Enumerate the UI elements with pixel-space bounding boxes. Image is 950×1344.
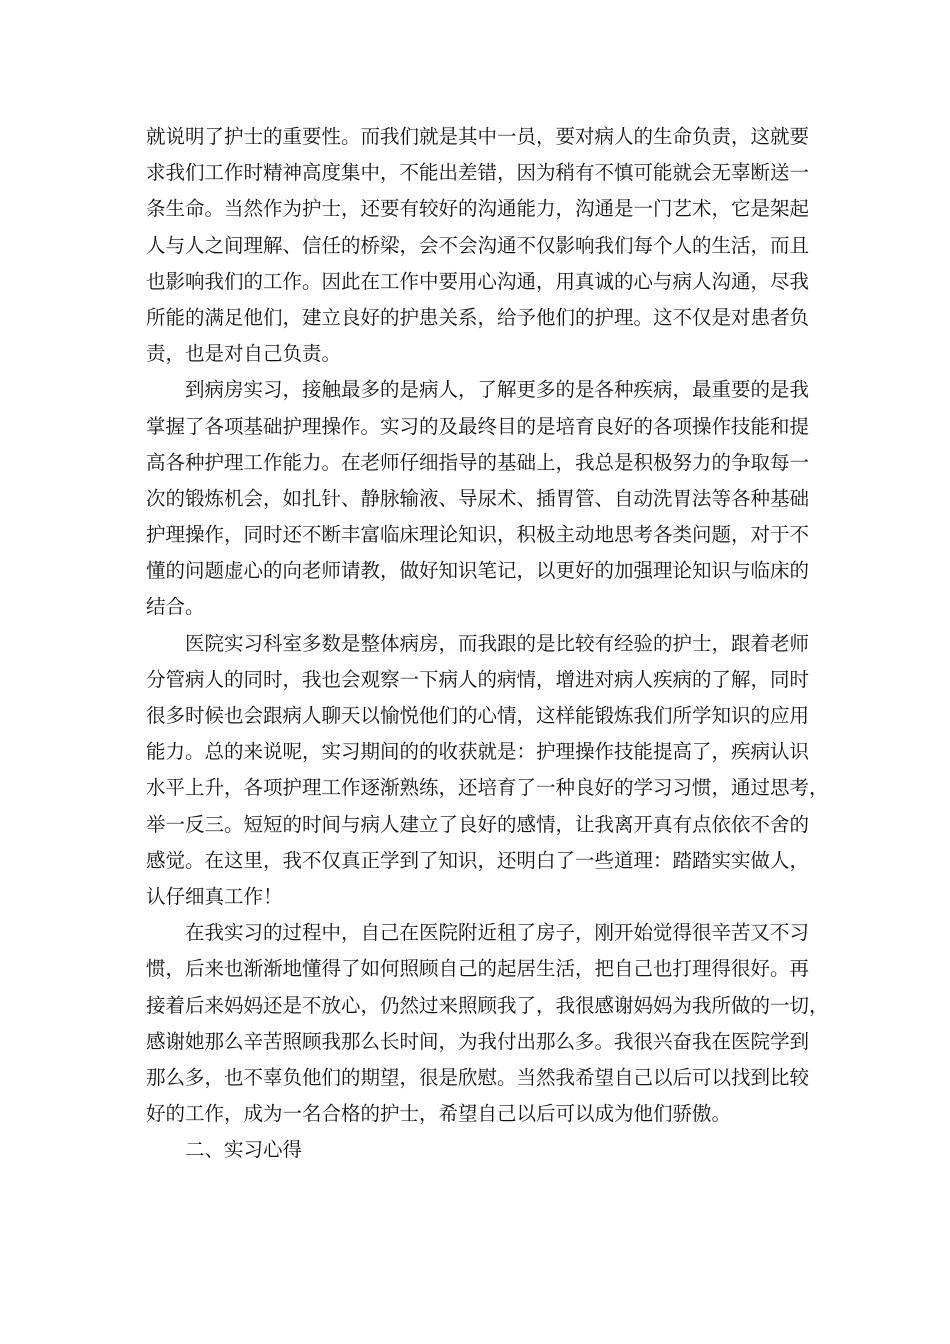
text-line: 好的工作，成为一名合格的护士，希望自己以后可以成为他们骄傲。 (146, 1102, 732, 1126)
text-line: 感觉。在这里，我不仅真正学到了知识，还明白了一些道理：踏踏实实做人， (146, 848, 810, 872)
text-line: 就说明了护士的重要性。而我们就是其中一员，要对病人的生命负责，这就要 (146, 125, 810, 148)
text-line: 掌握了各项基础护理操作。实习的及最终目的是培育良好的各项操作技能和提 (146, 414, 810, 438)
text-line: 认仔细真工作！ (146, 884, 283, 908)
text-line: 惯，后来也渐渐地懂得了如何照顾自己的起居生活，把自己也打理得很好。再 (146, 957, 810, 981)
text-line: 结合。 (146, 595, 205, 619)
text-line: 所能的满足他们，建立良好的护患关系，给予他们的护理。这不仅是对患者负 (146, 305, 810, 329)
document-body (146, 119, 829, 1168)
text-line: 求我们工作时精神高度集中，不能出差错，因为稍有不慎可能就会无辜断送一 (146, 161, 810, 185)
text-line: 到病房实习，接触最多的是病人，了解更多的是各种疾病，最重要的是我 (185, 378, 810, 402)
paragraph (146, 626, 829, 916)
section-heading (146, 1132, 806, 1168)
text-line: 医院实习科室多数是整体病房，而我跟的是比较有经验的护士，跟着老师 (185, 631, 810, 655)
text-line: 也影响我们的工作。因此在工作中要用心沟通，用真诚的心与病人沟通，尽我 (146, 269, 810, 293)
text-line: 人与人之间理解、信任的桥梁，会不会沟通不仅影响我们每个人的生活，而且 (146, 233, 810, 257)
text-line: 分管病人的同时，我也会观察一下病人的病情，增进对病人疾病的了解，同时 (146, 667, 810, 691)
text-line: 那么多，也不辜负他们的期望，很是欣慰。当然我希望自己以后可以找到比较 (146, 1065, 810, 1089)
paragraph (146, 372, 810, 625)
text-line: 水平上升，各项护理工作逐渐熟练，还培育了一种良好的学习习惯，通过思考， (146, 776, 829, 800)
text-line: 懂的问题虚心的向老师请教，做好知识笔记，以更好的加强理论知识与临床的 (146, 559, 810, 583)
text-line: 护理操作，同时还不断丰富临床理论知识，积极主动地思考各类问题，对于不 (146, 523, 810, 547)
text-line: 举一反三。短短的时间与病人建立了良好的感情，让我离开真有点依依不舍的 (146, 812, 810, 836)
text-line: 高各种护理工作能力。在老师仔细指导的基础上，我总是积极努力的争取每一 (146, 450, 810, 474)
text-line: 次的锻炼机会，如扎针、静脉输液、导尿术、插胃管、自动洗胃法等各种基础 (146, 486, 810, 510)
text-line: 接着后来妈妈还是不放心，仍然过来照顾我了，我很感谢妈妈为我所做的一切， (146, 993, 829, 1017)
section-heading-text: 二、实习心得 (185, 1138, 303, 1162)
text-line: 很多时候也会跟病人聊天以愉悦他们的心情，这样能锻炼我们所学知识的应用 (146, 704, 810, 727)
text-line: 能力。总的来说呢，实习期间的的收获就是：护理操作技能提高了，疾病认识 (146, 740, 810, 764)
text-line: 在我实习的过程中，自己在医院附近租了房子，刚开始觉得很辛苦又不习 (185, 921, 810, 945)
text-line: 责，也是对自己负责。 (146, 342, 342, 366)
paragraph (146, 119, 810, 372)
text-line: 条生命。当然作为护士，还要有较好的沟通能力，沟通是一门艺术，它是架起 (146, 197, 810, 221)
text-line: 感谢她那么辛苦照顾我那么长时间，为我付出那么多。我很兴奋我在医院学到 (146, 1029, 810, 1053)
paragraph (146, 915, 829, 1132)
